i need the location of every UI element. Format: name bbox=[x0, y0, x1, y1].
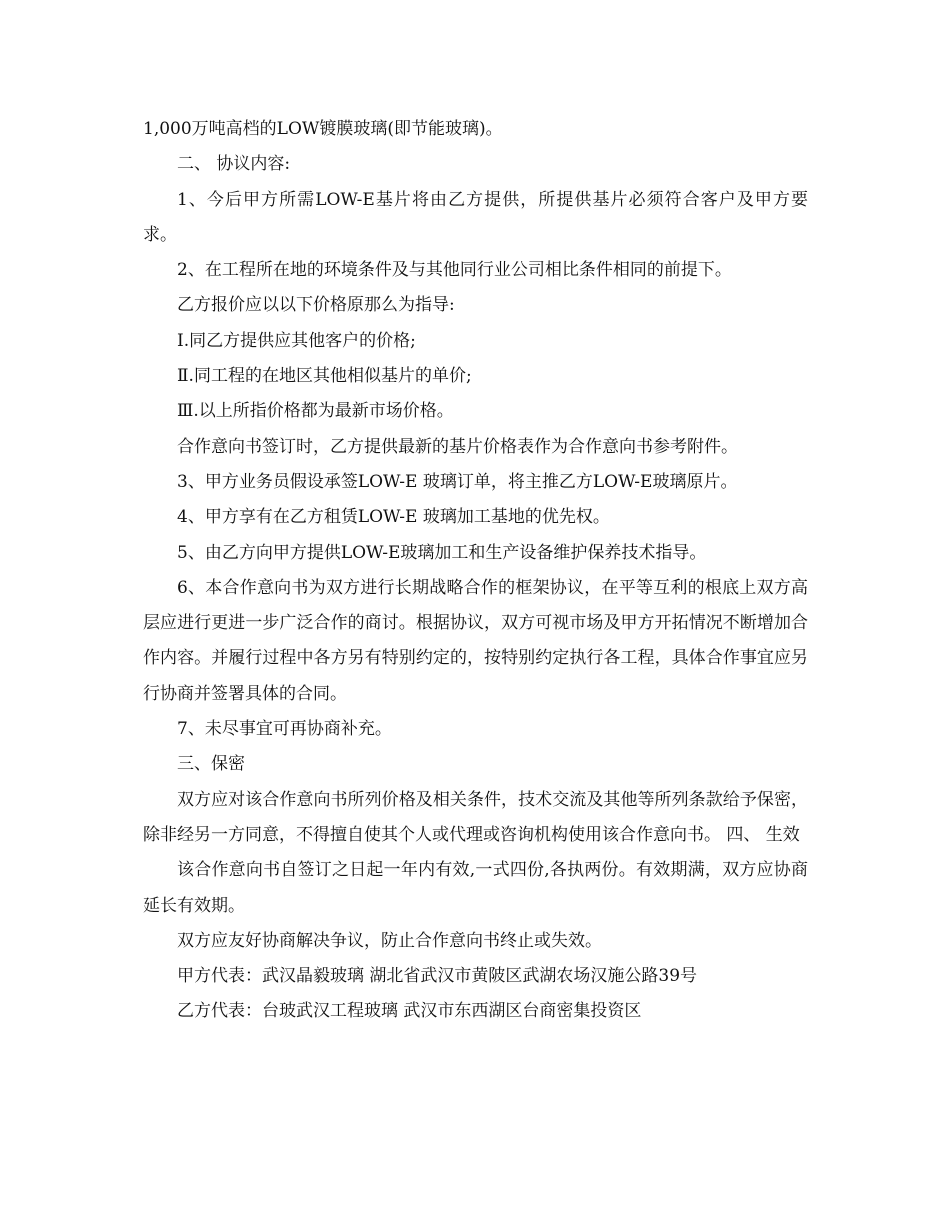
paragraph-intro-continuation: 1,000万吨高档的LOW镀膜玻璃(即节能玻璃)。 bbox=[143, 119, 503, 139]
section-heading-confidentiality: 三、保密 bbox=[177, 754, 245, 775]
document-body bbox=[143, 112, 808, 1030]
clause-4: 4、甲方享有在乙方租赁LOW-E 玻璃加工基地的优先权。 bbox=[177, 507, 610, 528]
effectiveness-text: 该合作意向书自签订之日起一年内有效,一式四份,各执两份。有效期满，双方应协商延长有效期。 bbox=[143, 860, 808, 916]
clause-6: 6、本合作意向书为双方进行长期战略合作的框架协议，在平等互利的根底上双方高层应进行更进一步广泛合作的商讨。根据协议，双方可视市场及甲方开拓情况不断增加合作内容。并履行过程中各方另有特别约定的，按特别约定执行各工程，具体合作事宜应另行协商并签署具体的合同。 bbox=[143, 577, 808, 704]
clause-1: 1、今后甲方所需LOW-E基片将由乙方提供，所提供基片必须符合客户及甲方要求。 bbox=[143, 189, 808, 245]
clause-2-item-i: Ⅰ.同乙方提供应其他客户的价格; bbox=[177, 330, 416, 351]
clause-2-pricing-principle: 乙方报价应以以下价格原那么为指导: bbox=[177, 295, 455, 316]
party-b-representative: 乙方代表：台玻武汉工程玻璃 武汉市东西湖区台商密集投资区 bbox=[177, 1001, 642, 1022]
clause-5: 5、由乙方向甲方提供LOW-E玻璃加工和生产设备维护保养技术指导。 bbox=[177, 542, 707, 563]
clause-3: 3、甲方业务员假设承签LOW-E 玻璃订单，将主推乙方LOW-E玻璃原片。 bbox=[177, 471, 738, 492]
clause-2-item-ii: Ⅱ.同工程的在地区其他相似基片的单价; bbox=[177, 366, 472, 387]
dispute-resolution-text: 双方应友好协商解决争议，防止合作意向书终止或失效。 bbox=[177, 930, 602, 951]
clause-7: 7、未尽事宜可再协商补充。 bbox=[177, 719, 392, 740]
confidentiality-text: 双方应对该合作意向书所列价格及相关条件，技术交流及其他等所列条款给予保密，除非经另一方同意，不得擅自使其个人或代理或咨询机构使用该合作意向书。 四、 生效 bbox=[143, 789, 808, 845]
clause-2-item-iii: Ⅲ.以上所指价格都为最新市场价格。 bbox=[177, 401, 454, 422]
clause-2-attachment-note: 合作意向书签订时，乙方提供最新的基片价格表作为合作意向书参考附件。 bbox=[177, 436, 738, 457]
clause-2: 2、在工程所在地的环境条件及与其他同行业公司相比条件相同的前提下。 bbox=[177, 260, 732, 281]
section-heading-agreement-content: 二、 协议内容: bbox=[177, 154, 291, 175]
party-a-representative: 甲方代表：武汉晶毅玻璃 湖北省武汉市黄陂区武湖农场汉施公路39号 bbox=[177, 966, 698, 987]
